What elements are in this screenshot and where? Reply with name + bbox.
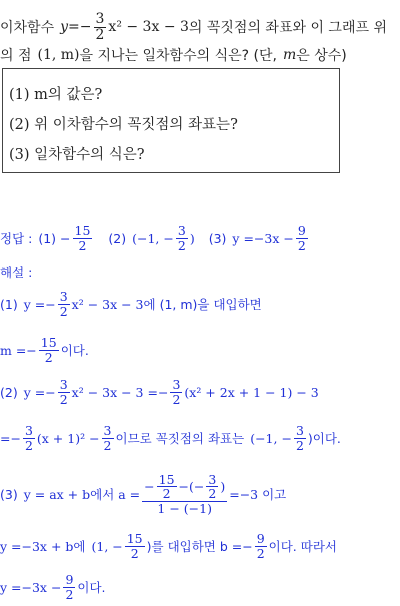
- func-y: y: [60, 19, 69, 35]
- problem-line-2: [0, 44, 347, 66]
- problem-line2-end: 은 상수): [296, 48, 347, 64]
- problem-point: (1, m): [37, 47, 80, 63]
- question-box: [2, 68, 340, 173]
- problem-line-1: [0, 6, 387, 48]
- answer-2-prefix: (2): [108, 230, 127, 246]
- answer-3-fraction: $\frac{9}{2}$: [297, 223, 306, 253]
- solution-step-7: y =−3x − $\frac{9}{2}$ 이다.: [0, 572, 106, 602]
- solution-label: 해설 :: [0, 265, 33, 280]
- answer-1-fraction: $\frac{15}{2}$: [74, 223, 91, 253]
- solution-step-1: (1) y =− $\frac{3}{2}$ x² − 3x − 3 에 (1, m)을 대입하면: [0, 289, 262, 319]
- answer-2-fraction: $\frac{3}{2}$: [177, 223, 186, 253]
- question-1: (1) m의 값은?: [9, 87, 103, 103]
- answer-1: (1) −: [38, 230, 71, 246]
- problem-m: m: [282, 47, 297, 63]
- func-fraction: $\frac{3}{2}$: [95, 10, 105, 43]
- problem-prefix: 이차함수: [0, 20, 55, 36]
- problem-suffix: 의 꼭짓점의 좌표와 이 그래프 위: [188, 20, 387, 36]
- solution-step-4: =− $\frac{3}{2}$ (x + 1)² − $\frac{3}{2}$ 이므로 꼭짓점의 좌표는 (−1, − $\frac{3}{2}$ )이다.: [0, 423, 341, 453]
- func-rest: x² − 3x − 3: [108, 19, 189, 35]
- func-eq: =−: [68, 19, 92, 35]
- solution-step-5: (3) y = ax + b에서 a = − $\frac{15}{2}$ −(− $\frac{3}{2}$ ) 1 − (−1) =−3 이고: [0, 472, 287, 516]
- answer-line: 정답 : (1) − $\frac{15}{2}$ (2) (−1, − $\frac{3}{2}$ ) (3) y =−3x − $\frac{9}{2}$: [0, 223, 306, 253]
- question-3: (3) 일차함수의 식은?: [9, 147, 145, 163]
- solution-step-2: m =− $\frac{15}{2}$ 이다.: [0, 335, 89, 365]
- slope-fraction: − $\frac{15}{2}$ −(− $\frac{3}{2}$ ) 1 − (−1): [144, 472, 226, 516]
- problem-line2-suffix: 을 지나는 일차함수의 식은? (단,: [79, 48, 277, 64]
- answer-3-prefix: (3): [208, 230, 227, 246]
- solution-step-3: (2) y =− $\frac{3}{2}$ x² − 3x − 3 =− $\frac{3}{2}$ (x² + 2x + 1 − 1) − 3: [0, 377, 319, 407]
- question-2: (2) 위 이차함수의 꼭짓점의 좌표는?: [9, 117, 238, 133]
- answer-label: 정답 :: [0, 231, 33, 246]
- problem-line2-prefix: 의 점: [0, 48, 32, 64]
- solution-step-6: y =−3x + b에 (1, − $\frac{15}{2}$ )를 대입하면 b =− $\frac{9}{2}$ 이다. 따라서: [0, 531, 337, 561]
